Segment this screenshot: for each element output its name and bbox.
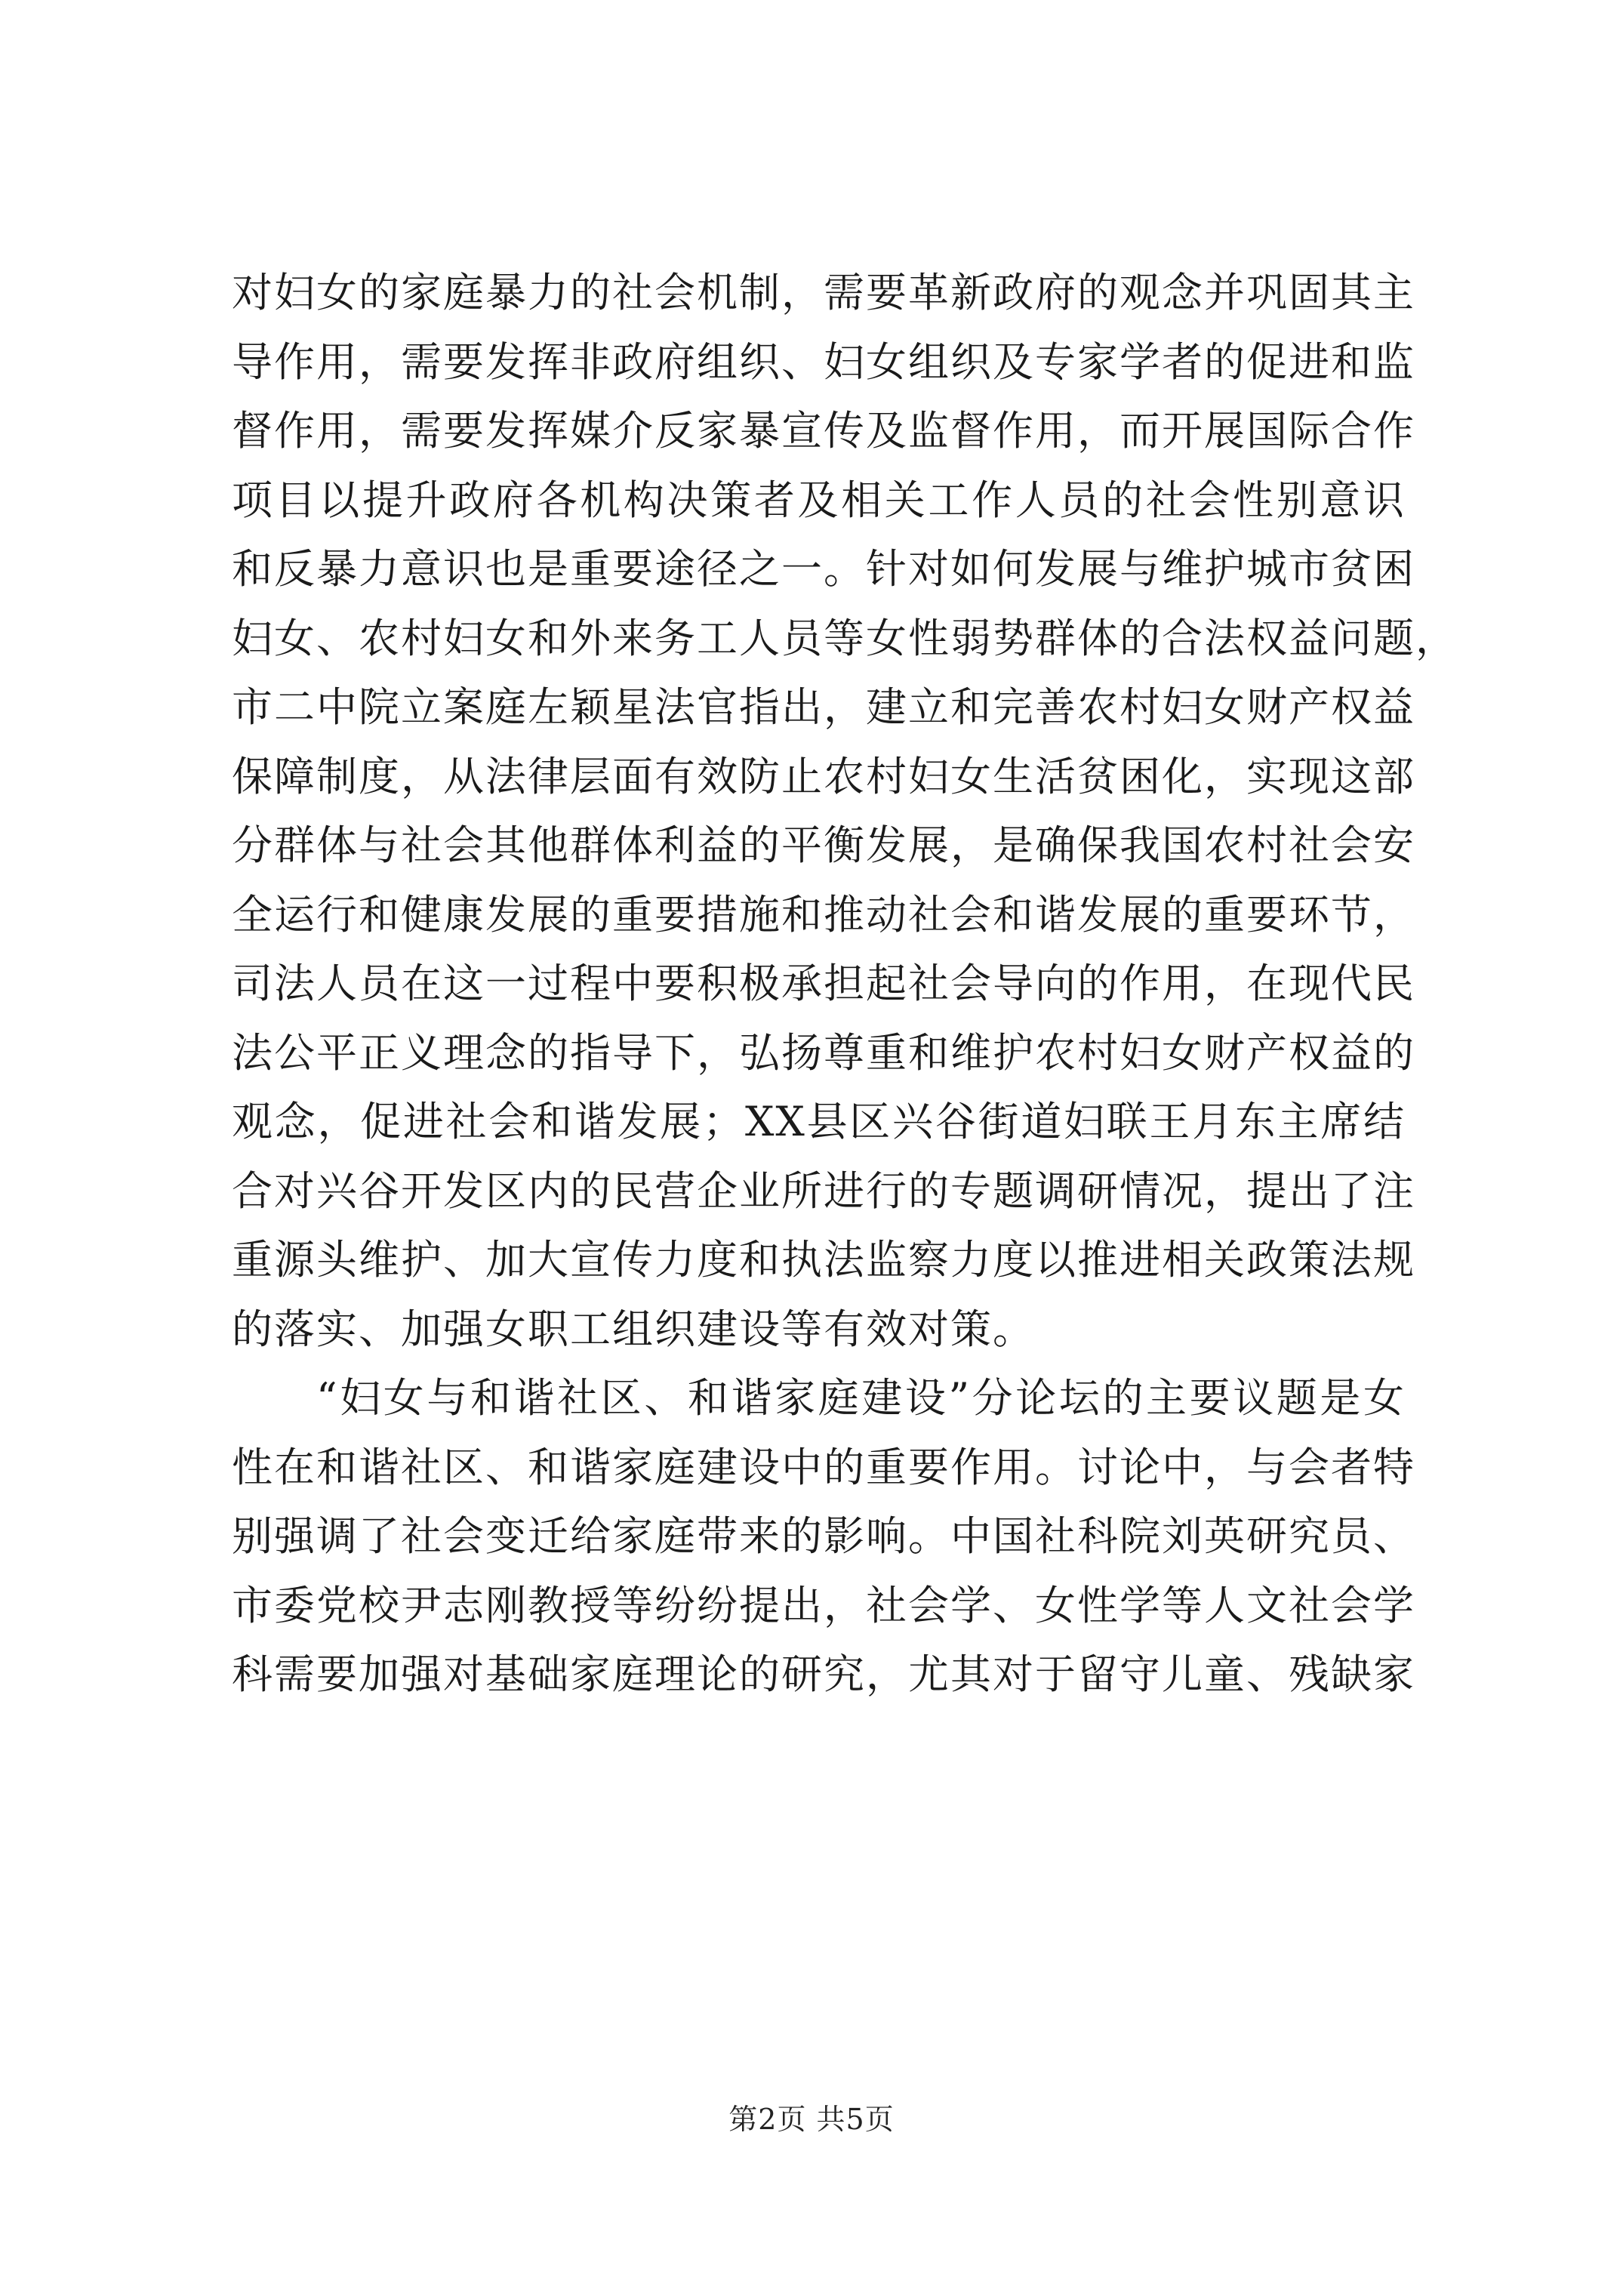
text-line: 的落实、加强女职工组织建设等有效对策。 xyxy=(232,1305,1035,1353)
body-text xyxy=(232,258,1458,1709)
page-footer xyxy=(0,2096,1623,2137)
text-line: 性在和谐社区、和谐家庭建设中的重要作用。讨论中，与会者特 xyxy=(232,1443,1415,1491)
text-line: 司法人员在这一过程中要积极承担起社会导向的作用，在现代民 xyxy=(232,960,1415,1007)
text-line: 观念，促进社会和谐发展；XX县区兴谷街道妇联王月东主席结 xyxy=(232,1098,1406,1145)
text-line: 全运行和健康发展的重要措施和推动社会和谐发展的重要环节， xyxy=(232,890,1415,938)
text-line: 分群体与社会其他群体利益的平衡发展，是确保我国农村社会安 xyxy=(232,821,1415,869)
text-line: 市委党校尹志刚教授等纷纷提出，社会学、女性学等人文社会学 xyxy=(232,1581,1415,1629)
text-line: 合对兴谷开发区内的民营企业所进行的专题调研情况，提出了注 xyxy=(232,1166,1415,1215)
text-line: 妇女、农村妇女和外来务工人员等女性弱势群体的合法权益问题， xyxy=(232,614,1458,662)
text-line: 重源头维护、加大宣传力度和执法监察力度以推进相关政策法规 xyxy=(232,1236,1415,1284)
text-line: 科需要加强对基础家庭理论的研究，尤其对于留守儿童、残缺家 xyxy=(232,1650,1415,1698)
text-line: 法公平正义理念的指导下，弘扬尊重和维护农村妇女财产权益的 xyxy=(232,1028,1415,1077)
text-line: 别强调了社会变迁给家庭带来的影响。中国社科院刘英研究员、 xyxy=(232,1512,1415,1560)
text-line: 市二中院立案庭左颖星法官指出，建立和完善农村妇女财产权益 xyxy=(232,683,1415,731)
text-line: 项目以提升政府各机构决策者及相关工作人员的社会性别意识 xyxy=(232,476,1406,524)
text-line: 保障制度，从法律层面有效防止农村妇女生活贫困化，实现这部 xyxy=(232,752,1415,800)
text-line: 对妇女的家庭暴力的社会机制，需要革新政府的观念并巩固其主 xyxy=(232,269,1415,316)
text-line: 导作用，需要发挥非政府组织、妇女组织及专家学者的促进和监 xyxy=(232,337,1415,386)
text-line: 督作用，需要发挥媒介反家暴宣传及监督作用，而开展国际合作 xyxy=(232,407,1415,455)
text-line: “妇女与和谐社区、和谐家庭建设”分论坛的主要议题是女 xyxy=(316,1374,1406,1422)
page-number-label: 第2页 共5页 xyxy=(728,2103,895,2136)
text-line: 和反暴力意识也是重要途径之一。针对如何发展与维护城市贫困 xyxy=(232,545,1415,593)
